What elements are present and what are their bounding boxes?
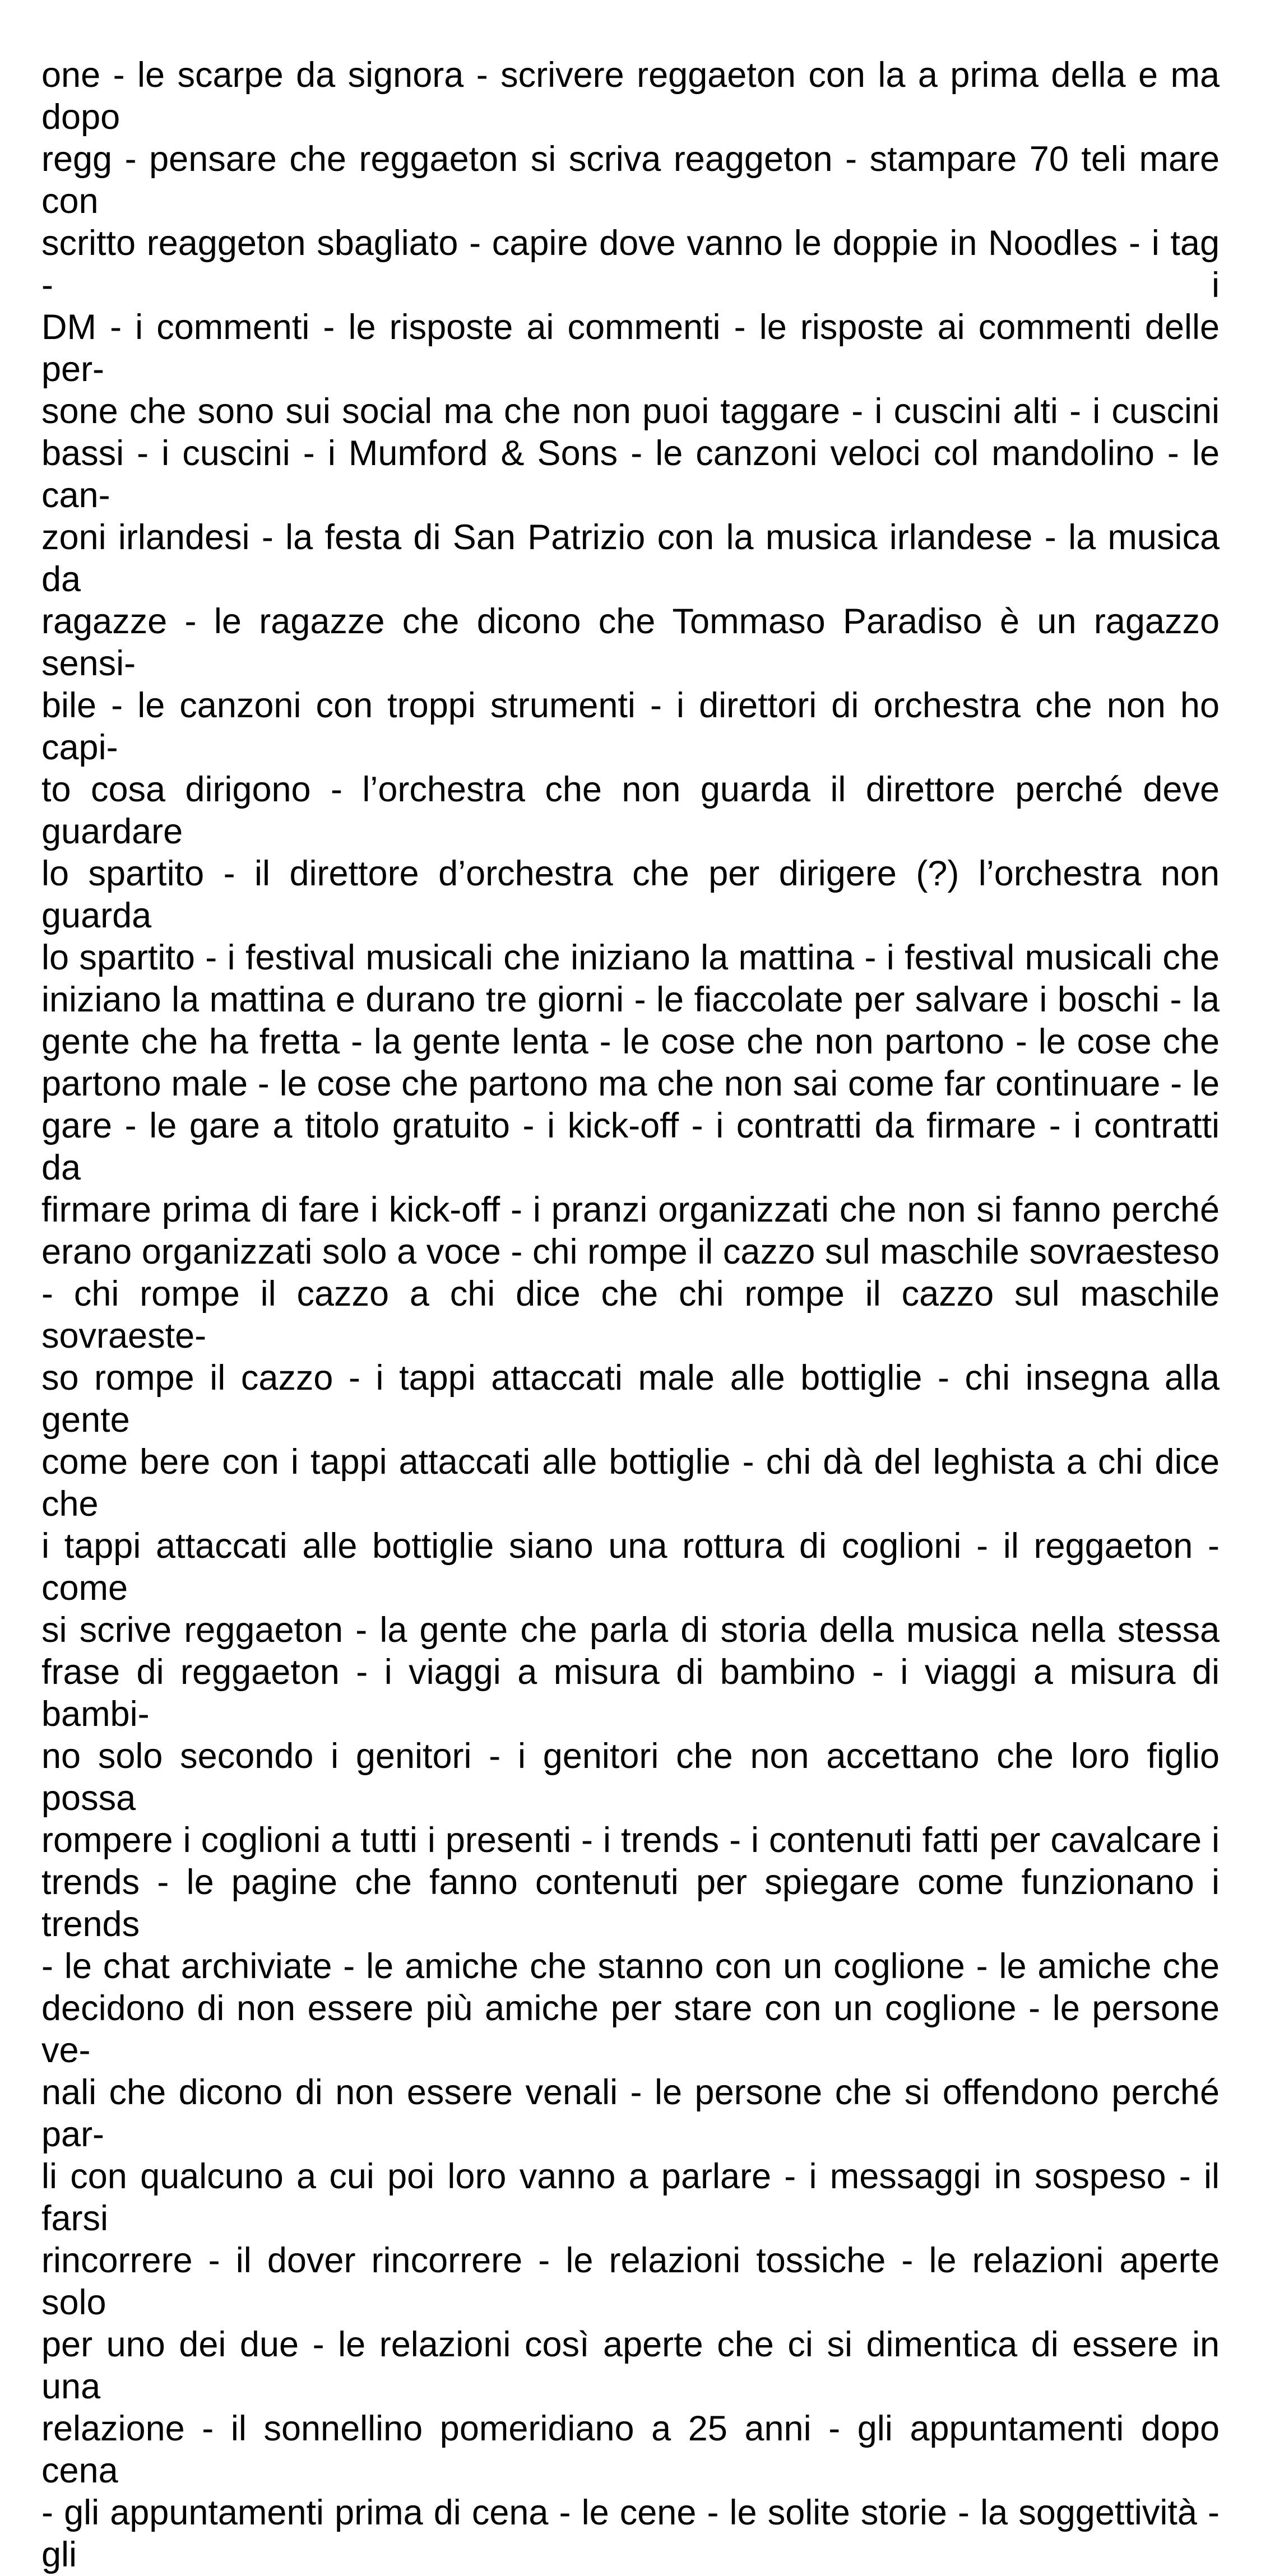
text-line: gente che ha fretta - la gente lenta - le cose che non partono - le cose che bbox=[41, 1022, 1220, 1061]
text-line: zoni irlandesi - la festa di San Patrizio con la musica irlandese - la musica da bbox=[41, 518, 1220, 599]
text-line: bile - le canzoni con troppi strumenti - i direttori di orchestra che non ho capi- bbox=[41, 686, 1220, 767]
text-line: bassi - i cuscini - i Mumford & Sons - le canzoni veloci col mandolino - le can- bbox=[41, 434, 1220, 515]
text-line: rincorrere - il dover rincorrere - le relazioni tossiche - le relazioni aperte solo bbox=[41, 2241, 1220, 2322]
text-line: si scrive reggaeton - la gente che parla di storia della musica nella stessa bbox=[41, 1610, 1220, 1650]
text-line: decidono di non essere più amiche per stare con un coglione - le persone ve- bbox=[41, 1989, 1220, 2070]
text-line: per uno dei due - le relazioni così aperte che ci si dimentica di essere in una bbox=[41, 2325, 1220, 2406]
text-line: partono male - le cose che partono ma che non sai come far continuare - le bbox=[41, 1064, 1220, 1103]
text-line: trends - le pagine che fanno contenuti per spiegare come funzionano i trends bbox=[41, 1863, 1220, 1944]
text-line: lo spartito - il direttore d’orchestra che per dirigere (?) l’orchestra non guarda bbox=[41, 854, 1220, 935]
text-line: - le chat archiviate - le amiche che stanno con un coglione - le amiche che bbox=[41, 1947, 1220, 1986]
text-line: rompere i coglioni a tutti i presenti - i trends - i contenuti fatti per cavalcare i bbox=[41, 1821, 1220, 1860]
text-line: to cosa dirigono - l’orchestra che non guarda il direttore perché deve guardare bbox=[41, 770, 1220, 851]
text-line: relazione - il sonnellino pomeridiano a 25 anni - gli appuntamenti dopo cena bbox=[41, 2409, 1220, 2490]
text-line: come bere con i tappi attaccati alle bottiglie - chi dà del leghista a chi dice che bbox=[41, 1442, 1220, 1524]
text-line: ragazze - le ragazze che dicono che Tommaso Paradiso è un ragazzo sensi- bbox=[41, 602, 1220, 683]
text-line: so rompe il cazzo - i tappi attaccati male alle bottiglie - chi insegna alla gente bbox=[41, 1358, 1220, 1440]
text-line: lo spartito - i festival musicali che iniziano la mattina - i festival musicali che bbox=[41, 938, 1220, 977]
text-line: DM - i commenti - le risposte ai commenti - le risposte ai commenti delle per- bbox=[41, 308, 1220, 389]
text-line: i tappi attaccati alle bottiglie siano una rottura di coglioni - il reggaeton - come bbox=[41, 1526, 1220, 1608]
text-line: - gli appuntamenti prima di cena - le cene - le solite storie - la soggettività - gli bbox=[41, 2493, 1220, 2574]
text-line: sone che sono sui social ma che non puoi taggare - i cuscini alti - i cuscini bbox=[41, 392, 1220, 431]
text-line: scritto reaggeton sbagliato - capire dove vanno le doppie in Noodles - i tag - i bbox=[41, 224, 1220, 305]
text-line: firmare prima di fare i kick-off - i pranzi organizzati che non si fanno perché bbox=[41, 1190, 1220, 1229]
text-line: li con qualcuno a cui poi loro vanno a parlare - i messaggi in sospeso - il farsi bbox=[41, 2157, 1220, 2238]
text-line: erano organizzati solo a voce - chi rompe il cazzo sul maschile sovraesteso bbox=[41, 1232, 1220, 1271]
text-line: nali che dicono di non essere venali - le persone che si offendono perché par- bbox=[41, 2073, 1220, 2154]
text-line: - chi rompe il cazzo a chi dice che chi rompe il cazzo sul maschile sovraeste- bbox=[41, 1274, 1220, 1356]
text-line: regg - pensare che reggaeton si scriva reaggeton - stampare 70 teli mare con bbox=[41, 140, 1220, 221]
text-line: frase di reggaeton - i viaggi a misura di bambino - i viaggi a misura di bambi- bbox=[41, 1653, 1220, 1734]
text-line: iniziano la mattina e durano tre giorni - le fiaccolate per salvare i boschi - la bbox=[41, 980, 1220, 1019]
text-line: gare - le gare a titolo gratuito - i kick-off - i contratti da firmare - i contratti da bbox=[41, 1106, 1220, 1187]
text-line: no solo secondo i genitori - i genitori che non accettano che loro figlio possa bbox=[41, 1737, 1220, 1818]
text-line: one - le scarpe da signora - scrivere reggaeton con la a prima della e ma dopo bbox=[41, 55, 1220, 137]
